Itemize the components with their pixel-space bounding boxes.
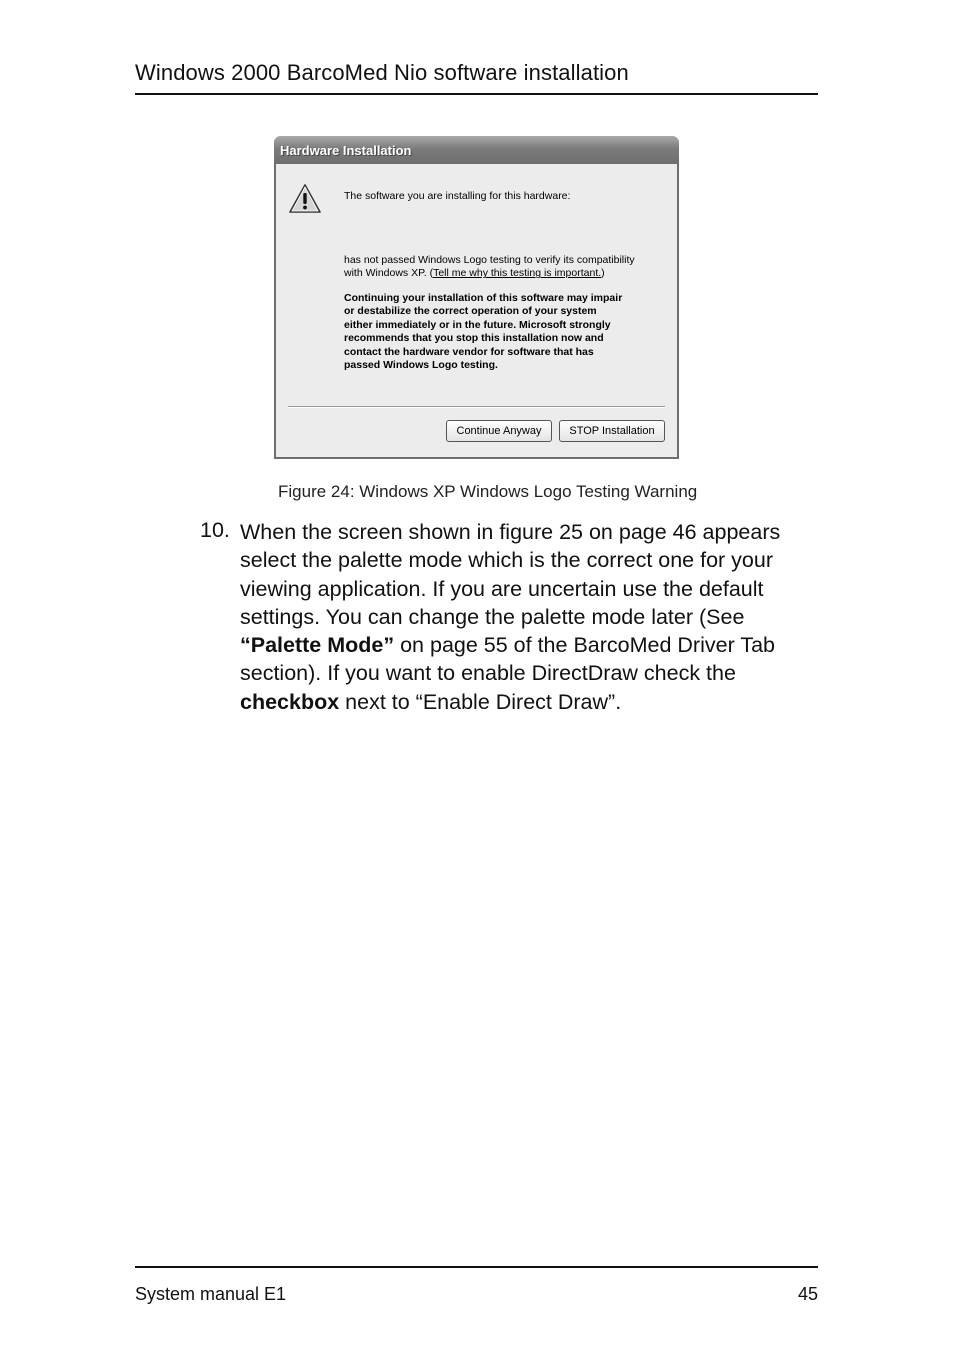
dialog-logo-suffix: ): [601, 267, 605, 280]
header-rule: [135, 93, 818, 95]
palette-mode-reference: “Palette Mode”: [240, 633, 395, 658]
warning-line: passed Windows Logo testing.: [344, 359, 498, 372]
continue-anyway-button[interactable]: Continue Anyway: [446, 420, 552, 442]
page-number: 45: [797, 1284, 818, 1304]
footer-rule: [135, 1266, 818, 1268]
warning-triangle-icon: [288, 183, 322, 215]
dialog-logo-line-2: [344, 267, 664, 280]
checkbox-term: checkbox: [240, 689, 340, 714]
dialog-title: Hardware Installation: [280, 143, 412, 158]
step-text-b: on page 55 of the BarcoMed Driver Tab section). If you want to enable DirectDraw check the: [240, 633, 775, 686]
footer-manual-title: System manual E1: [135, 1284, 287, 1304]
figure-caption: Figure 24: Windows XP Windows Logo Testing Warning: [278, 482, 698, 501]
step-number: 10.: [200, 518, 230, 542]
dialog-intro-text: The software you are installing for this hardware:: [344, 190, 571, 202]
hardware-installation-dialog: [274, 136, 679, 459]
dialog-separator: [288, 406, 665, 408]
dialog-logo-text: [344, 254, 664, 281]
dialog-logo-prefix: with Windows XP. (: [344, 267, 434, 280]
step-text-a: When the screen shown in figure 25 on page 46 appears select the palette mode which is the correct one for your viewing application. If you are uncertain use the default settings. You can change the palette mode later (See: [240, 520, 781, 629]
warning-line: recommends that you stop this installation now and: [344, 332, 604, 345]
dialog-titlebar[interactable]: [274, 136, 679, 164]
stop-installation-button[interactable]: STOP Installation: [559, 420, 665, 442]
warning-line: Continuing your installation of this software may impair: [344, 292, 623, 304]
step-text-c: next to “Enable Direct Draw”.: [339, 689, 622, 714]
warning-line: contact the hardware vendor for software that has: [344, 345, 594, 358]
dialog-logo-line: has not passed Windows Logo testing to verify its compatibility: [344, 254, 635, 266]
step-paragraph: [240, 518, 800, 716]
warning-line: or destabilize the correct operation of your system: [344, 305, 597, 318]
warning-line: either immediately or in the future. Microsoft strongly: [344, 318, 611, 331]
why-testing-link[interactable]: Tell me why this testing is important.: [433, 267, 602, 280]
running-header: Windows 2000 BarcoMed Nio software installation: [135, 60, 629, 85]
dialog-warning-text: [344, 292, 666, 372]
